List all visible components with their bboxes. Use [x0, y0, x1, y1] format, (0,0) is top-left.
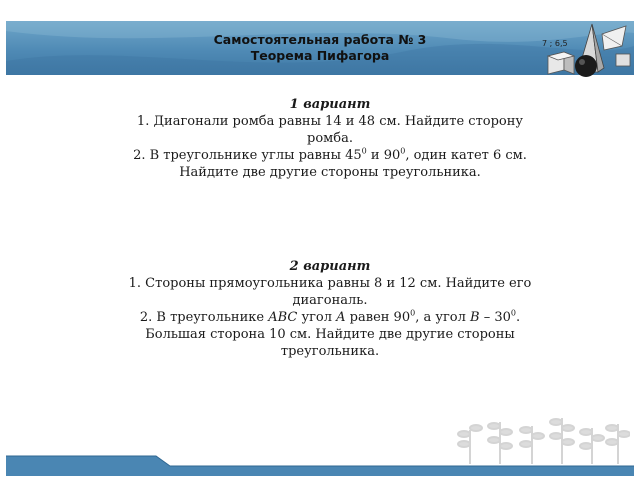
v2q2-text-b: угол — [297, 310, 337, 325]
geometry-shapes-icon — [538, 20, 634, 82]
v2q2-text-d: , а угол — [415, 310, 471, 325]
variant-2-question-1-line-2: диагональ. — [292, 293, 368, 308]
variant-1-question-2-line-1 — [60, 147, 600, 164]
variant-2-question-2-line-2: Большая сторона 10 см. Найдите две другие стороны — [145, 327, 515, 342]
variant-2-question-2-line-3: треугольника. — [280, 344, 380, 359]
variant-1-question-1-line-2: ромба. — [307, 131, 353, 146]
v1q2-text-b: и 90 — [366, 148, 401, 163]
decor-numbers: 7 ; 6,5 — [542, 39, 568, 48]
v1q2-degree-2: 0 — [400, 146, 406, 156]
title-line-1: Самостоятельная работа № 3 — [213, 32, 427, 47]
v2q2-angle-b: B — [470, 310, 480, 325]
v1q2-text-a: 2. В треугольнике углы равны 45 — [133, 148, 362, 163]
variant-2-block — [60, 258, 600, 360]
v1q2-text-c: , один катет 6 см. — [405, 148, 527, 163]
variant-2-question-1-line-1: 1. Стороны прямоугольника равны 8 и 12 см. Найдите его — [128, 276, 532, 291]
variant-1-question-1-line-1: 1. Диагонали ромба равны 14 и 48 см. Найдите сторону — [136, 114, 524, 129]
v2q2-degree-1: 0 — [410, 308, 416, 318]
variant-1-title: 1 вариант — [289, 97, 371, 112]
v2q2-text-a: 2. В треугольнике — [139, 310, 269, 325]
v2q2-text-c: равен 90 — [345, 310, 411, 325]
v2q2-degree-2: 0 — [510, 308, 516, 318]
v1q2-degree-1: 0 — [361, 146, 367, 156]
variant-2-title: 2 вариант — [289, 259, 371, 274]
title-line-2: Теорема Пифагора — [250, 48, 390, 63]
slide-footer-bar — [6, 454, 634, 476]
v2q2-text-f: . — [516, 310, 521, 325]
v2q2-text-e: – 30 — [479, 310, 511, 325]
variant-2-question-2-line-1 — [60, 309, 600, 326]
v2q2-triangle-name: ABC — [268, 310, 298, 325]
variant-1-question-2-line-2: Найдите две другие стороны треугольника. — [179, 165, 481, 180]
variant-1-block — [60, 96, 600, 181]
v2q2-angle-a: A — [336, 310, 346, 325]
